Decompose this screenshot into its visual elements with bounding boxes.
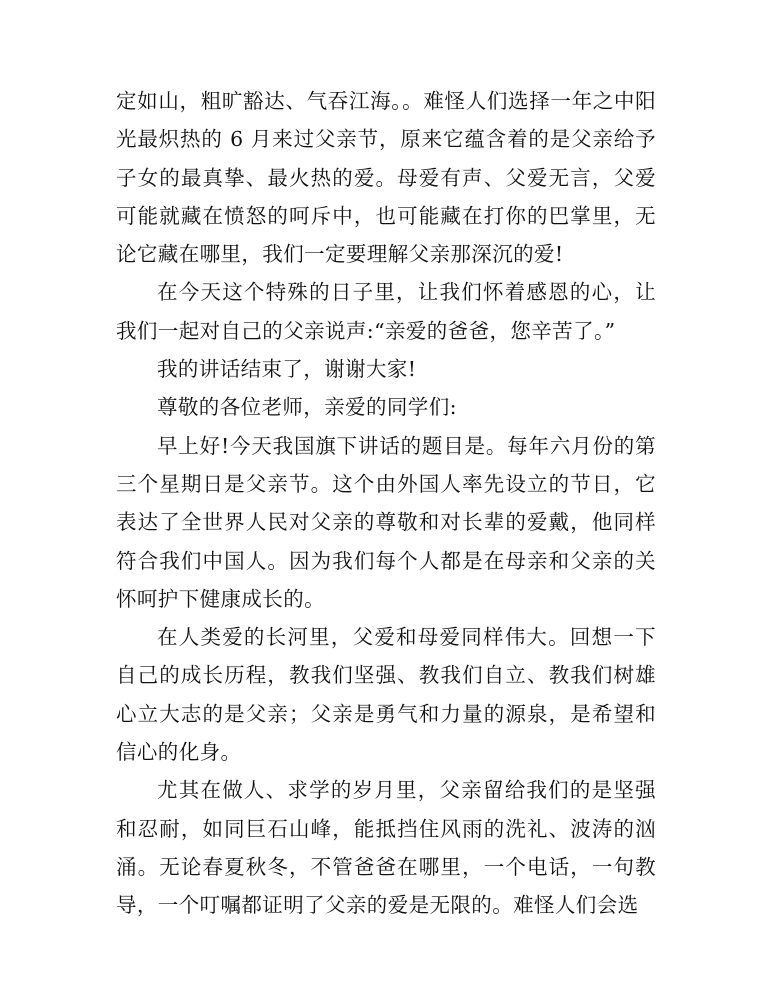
paragraph-4: 尊敬的各位老师，亲爱的同学们: bbox=[157, 395, 457, 420]
paragraph-5: 早上好!今天我国旗下讲话的题目是。每年六月份的第三个星期日是父亲节。这个由外国人率先设立的节日，它表达了全世界人民对父亲的尊敬和对长辈的爱戴，他同样符合我们中国人。因为我们每个人都是在母亲和父亲的关怀呵护下健康成长的。 bbox=[116, 433, 656, 611]
paragraph-1: 定如山，粗旷豁达、气吞江海。。难怪人们选择一年之中阳光最炽热的 6 月来过父亲节，原来它蕴含着的是父亲给予子女的最真挚、最火热的爱。母爱有声、父爱无言，父爱可能就藏在愤怒的呵斥中，也可能藏在打你的巴掌里，无论它藏在哪里，我们一定要理解父亲那深沉的爱! bbox=[116, 89, 656, 267]
paragraph-2: 在今天这个特殊的日子里，让我们怀着感恩的心，让我们一起对自己的父亲说声:“亲爱的爸爸，您辛苦了。” bbox=[116, 280, 656, 343]
paragraph-7: 尤其在做人、求学的岁月里，父亲留给我们的是坚强和忍耐，如同巨石山峰，能抵挡住风雨的洗礼、波涛的汹涌。无论春夏秋冬，不管爸爸在哪里，一个电话，一句教导，一个叮嘱都证明了父亲的爱是无限的。难怪人们会选 bbox=[116, 778, 656, 918]
paragraph-6: 在人类爱的长河里，父爱和母爱同样伟大。回想一下自己的成长历程，教我们坚强、教我们自立、教我们树雄心立大志的是父亲；父亲是勇气和力量的源泉，是希望和信心的化身。 bbox=[116, 625, 656, 765]
document-body bbox=[116, 82, 656, 925]
paragraph-3: 我的讲话结束了，谢谢大家! bbox=[157, 357, 417, 382]
